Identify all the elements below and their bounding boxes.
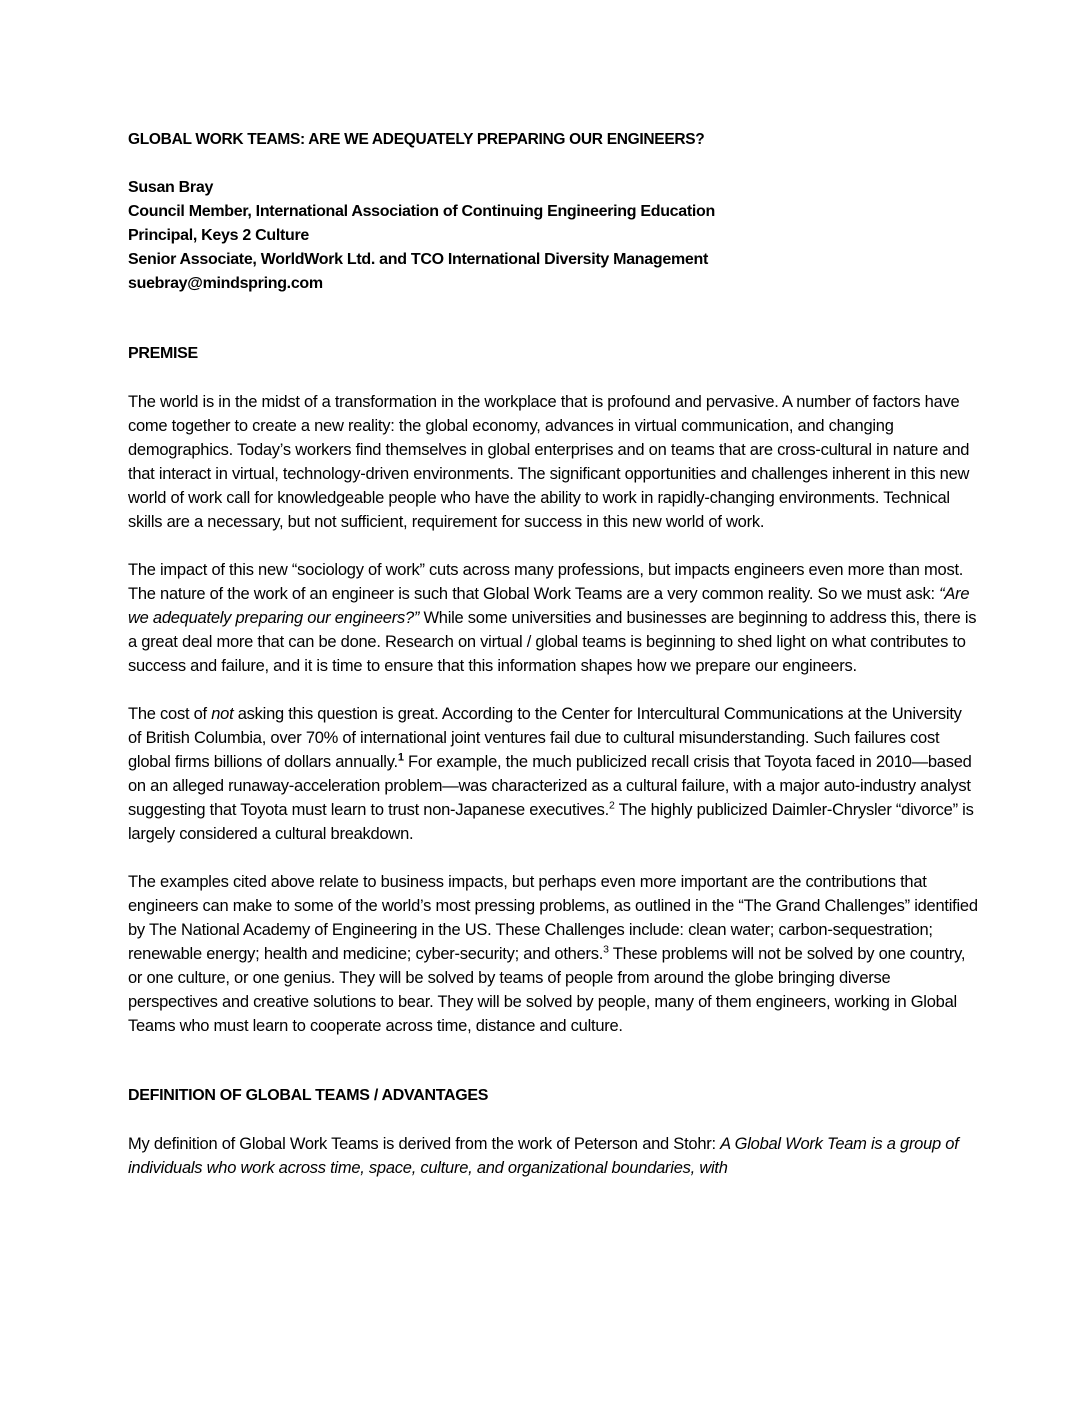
author-name: Susan Bray: [128, 179, 214, 196]
premise-paragraph-2: [128, 558, 978, 678]
text-run: My definition of Global Work Teams is derived from the work of Peterson and Stohr:: [128, 1135, 721, 1153]
document-title: GLOBAL WORK TEAMS: ARE WE ADEQUATELY PREPARING OUR ENGINEERS?: [128, 131, 705, 148]
author-role-senior-associate: Senior Associate, WorldWork Ltd. and TCO International Diversity Management: [128, 251, 708, 268]
definition-paragraph-1: [128, 1132, 978, 1180]
italic-definition: A Global Work Team is a group of individuals who work across time, space, culture, and organizational boundaries, with: [128, 1135, 959, 1177]
premise-paragraph-3: [128, 702, 978, 846]
italic-question: “Are we adequately preparing our engineers?”: [128, 585, 970, 627]
text-run: The impact of this new “sociology of work” cuts across many professions, but impacts engineers even more than most. The nature of the work of an engineer is such that Global Work Teams are a very common reality. So we must ask:: [128, 561, 964, 603]
italic-word: not: [211, 705, 234, 723]
author-role-council: Council Member, International Association of Continuing Engineering Education: [128, 203, 716, 220]
footnote-ref-3: 3: [603, 943, 609, 956]
footnote-ref-2: 2: [609, 799, 615, 812]
text-run: The cost of: [128, 705, 212, 723]
premise-paragraph-1: The world is in the midst of a transformation in the workplace that is profound and pervasive. A number of factors have come together to create a new reality: the global economy, advances in virtual communication, and changing demographics. Today’s workers find themselves in global enterprises and on teams that are cross-cultural in nature and that interact in virtual, technology-driven environments. The significant opportunities and challenges inherent in this new world of work call for knowledgeable people who have the ability to work in rapidly-changing environments. Technical skills are a necessary, but not sufficient, requirement for success in this new world of work.: [128, 393, 970, 531]
section-heading-definition: DEFINITION OF GLOBAL TEAMS / ADVANTAGES: [128, 1087, 489, 1104]
text-run: These problems will not be solved by one country, or one culture, or one genius. They will be solved by teams of people from around the globe bringing diverse perspectives and creative solutions to bear. They will be solved by people, many of them engineers, working in Global Teams who must learn to cooperate across time, distance and culture.: [128, 945, 966, 1035]
text-run: asking this question is great. According to the Center for Intercultural Communications at the University of British Columbia, over 70% of international joint ventures fail due to cultural misunderstanding. Such failures cost global firms billions of dollars annually.: [128, 705, 962, 771]
author-role-principal: Principal, Keys 2 Culture: [128, 227, 310, 244]
text-run: The examples cited above relate to business impacts, but perhaps even more important are the contributions that engineers can make to some of the world’s most pressing problems, as outlined in the “The Grand Challenges” identified by The National Academy of Engineering in the US. These Challenges include: clean water; carbon-sequestration; renewable energy; health and medicine; cyber-security; and others.: [128, 873, 978, 963]
premise-paragraph-4: [128, 870, 978, 1038]
text-run: While some universities and businesses are beginning to address this, there is a great deal more that can be done. Research on virtual / global teams is beginning to shed light on what contributes to success and failure, and it is time to ensure that this information shapes how we prepare our engineers.: [128, 609, 977, 675]
author-email: suebray@mindspring.com: [128, 275, 323, 292]
footnote-ref-1: 1: [397, 751, 404, 764]
text-run: The highly publicized Daimler-Chrysler “divorce” is largely considered a cultural breakdown.: [128, 801, 974, 843]
author-block: [128, 176, 978, 296]
section-heading-premise: PREMISE: [128, 345, 198, 362]
text-run: For example, the much publicized recall crisis that Toyota faced in 2010—based on an alleged runaway-acceleration problem—was characterized as a cultural failure, with a major auto-industry analyst suggesting that Toyota must learn to trust non-Japanese executives.: [128, 753, 972, 819]
